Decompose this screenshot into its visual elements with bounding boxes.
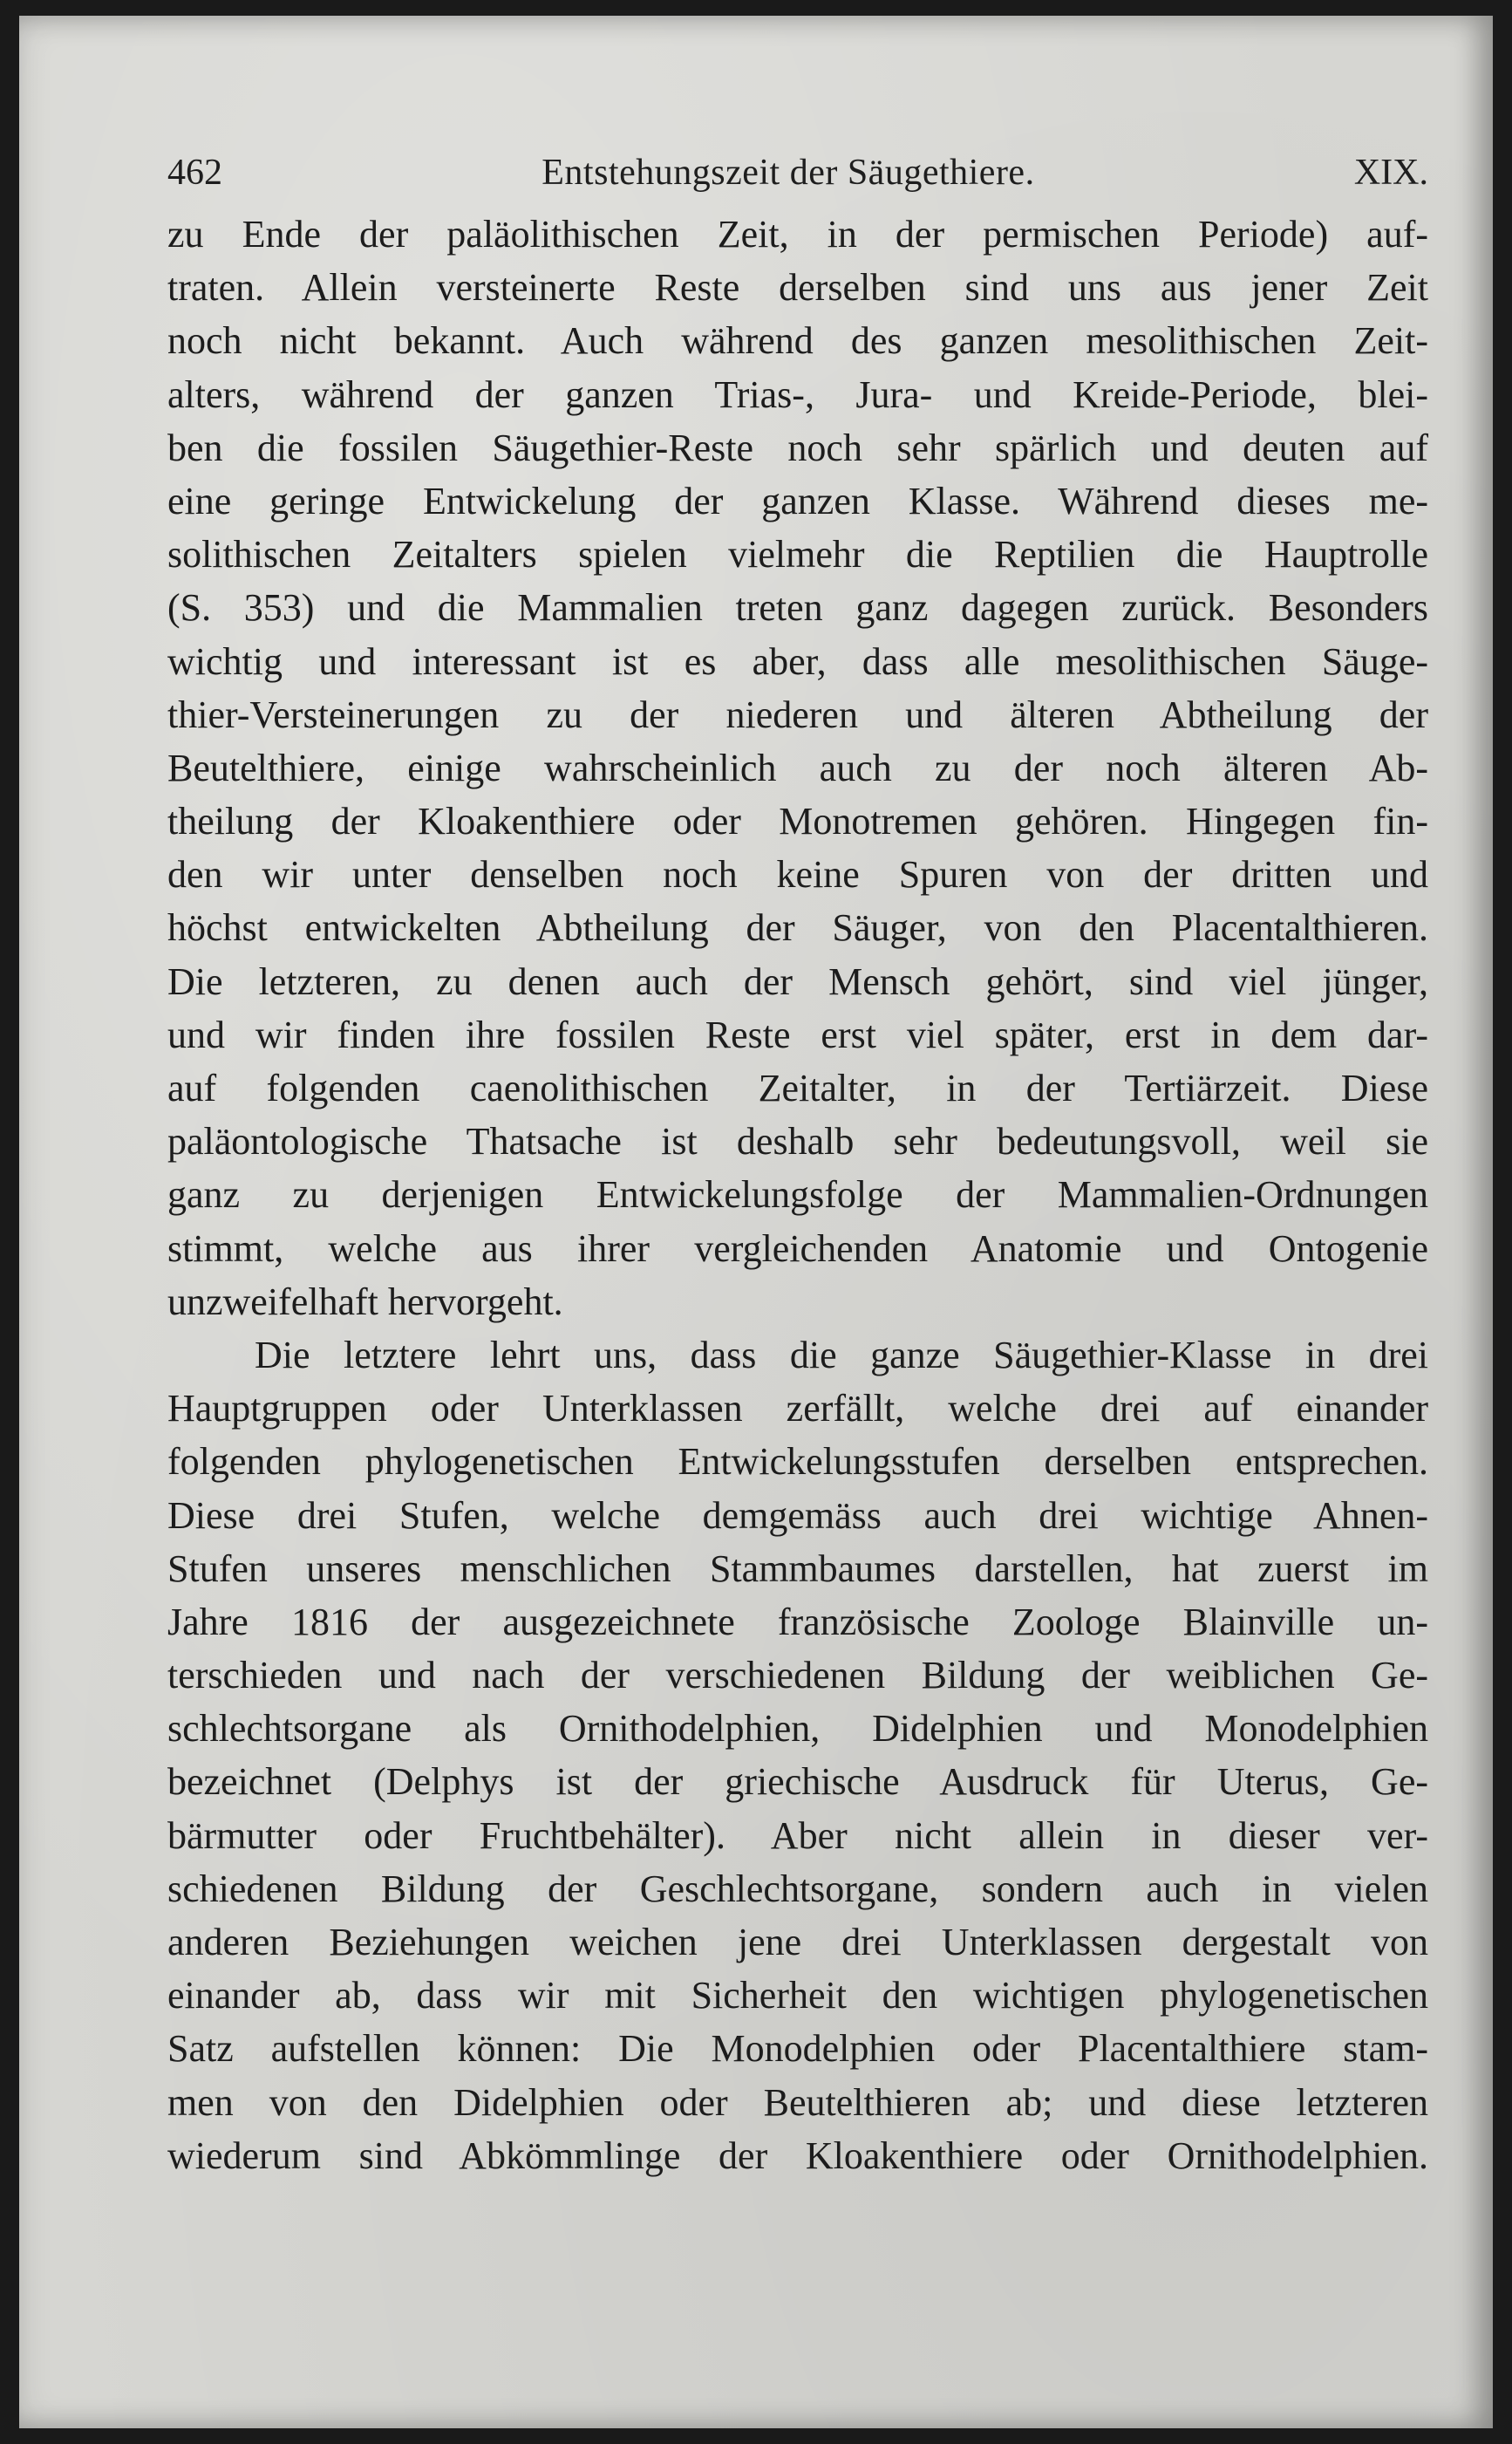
body-text [167,208,1428,2182]
text-line: paläontologische Thatsache ist deshalb sehr bedeutungsvoll, weil sie [167,1120,1428,1164]
paragraph-start-line: Die letztere lehrt uns, dass die ganze Säugethier-Klasse in drei [255,1333,1428,1376]
text-line: traten. Allein versteinerte Reste derselben sind uns aus jener Zeit [167,266,1428,310]
text-line: auf folgenden caenolithischen Zeitalter, in der Tertiärzeit. Diese [167,1067,1428,1109]
text-line: theilung der Kloakenthiere oder Monotremen gehören. Hingegen fin- [167,800,1428,843]
text-line: folgenden phylogenetischen Entwickelungsstufen derselben entsprechen. [167,1440,1428,1484]
text-line: unzweifelhaft hervorgeht. [167,1280,563,1323]
text-line: Stufen unseres menschlichen Stammbaumes darstellen, hat zuerst im [167,1546,1428,1590]
running-title: Entstehungszeit der Säugethiere. [541,153,1035,193]
text-line: schlechtsorgane als Ornithodelphien, Didelphien und Monodelphien [167,1707,1428,1751]
text-line: ganz zu derjenigen Entwickelungsfolge der Mammalien-Ordnungen [167,1173,1428,1217]
text-line: stimmt, welche aus ihrer vergleichenden Anatomie und Ontogenie [167,1226,1428,1270]
text-line: alters, während der ganzen Trias-, Jura- und Kreide-Periode, blei- [167,372,1428,416]
text-line: solithischen Zeitalters spielen vielmehr die Reptilien die Hauptrolle [167,533,1428,577]
text-line: wichtig und interessant ist es aber, dass alle mesolithischen Säuge- [167,639,1428,683]
chapter-number: XIX. [1353,153,1428,193]
text-line: men von den Didelphien oder Beutelthieren ab; und diese letzteren [167,2080,1428,2124]
text-line: höchst entwickelten Abtheilung der Säuger, von den Placentalthieren. [167,906,1428,950]
text-line: bezeichnet (Delphys ist der griechische Ausdruck für Uterus, Ge- [167,1760,1428,1804]
text-line: Beutelthiere, einige wahrscheinlich auch zu der noch älteren Ab- [167,746,1428,789]
text-line: anderen Beziehungen weichen jene drei Unterklassen dergestalt von [167,1921,1428,1963]
text-line: eine geringe Entwickelung der ganzen Klasse. Während dieses me- [167,479,1428,522]
text-line: Jahre 1816 der ausgezeichnete französische Zoologe Blainville un- [167,1600,1428,1643]
book-page [19,16,1493,2428]
text-line: bärmutter oder Fruchtbehälter). Aber nicht allein in dieser ver- [167,1813,1428,1857]
text-line: thier-Versteinerungen zu der niederen und älteren Abtheilung der [167,693,1428,736]
text-line: zu Ende der paläolithischen Zeit, in der permischen Periode) auf- [167,213,1428,256]
text-line: noch nicht bekannt. Auch während des ganzen mesolithischen Zeit- [167,319,1428,363]
text-line: einander ab, dass wir mit Sicherheit den wichtigen phylogenetischen [167,1974,1428,2017]
text-line: schiedenen Bildung der Geschlechtsorgane, sondern auch in vielen [167,1867,1428,1910]
text-line: Satz aufstellen können: Die Monodelphien oder Placentalthiere stam- [167,2027,1428,2071]
page-number: 462 [167,153,222,193]
text-line: wiederum sind Abkömmlinge der Kloakenthiere oder Ornithodelphien. [167,2133,1428,2177]
text-line: und wir finden ihre fossilen Reste erst viel später, erst in dem dar- [167,1013,1428,1056]
text-line: Hauptgruppen oder Unterklassen zerfällt, welche drei auf einander [167,1387,1428,1430]
text-line: terschieden und nach der verschiedenen Bildung der weiblichen Ge- [167,1654,1428,1697]
text-line: Diese drei Stufen, welche demgemäss auch drei wichtige Ahnen- [167,1493,1428,1537]
text-line: (S. 353) und die Mammalien treten ganz dagegen zurück. Besonders [167,586,1428,630]
text-line: Die letzteren, zu denen auch der Mensch gehört, sind viel jünger, [167,959,1428,1003]
text-line: ben die fossilen Säugethier-Reste noch sehr spärlich und deuten auf [167,426,1428,469]
text-line: den wir unter denselben noch keine Spuren von der dritten und [167,853,1428,897]
page-header [167,138,1428,208]
